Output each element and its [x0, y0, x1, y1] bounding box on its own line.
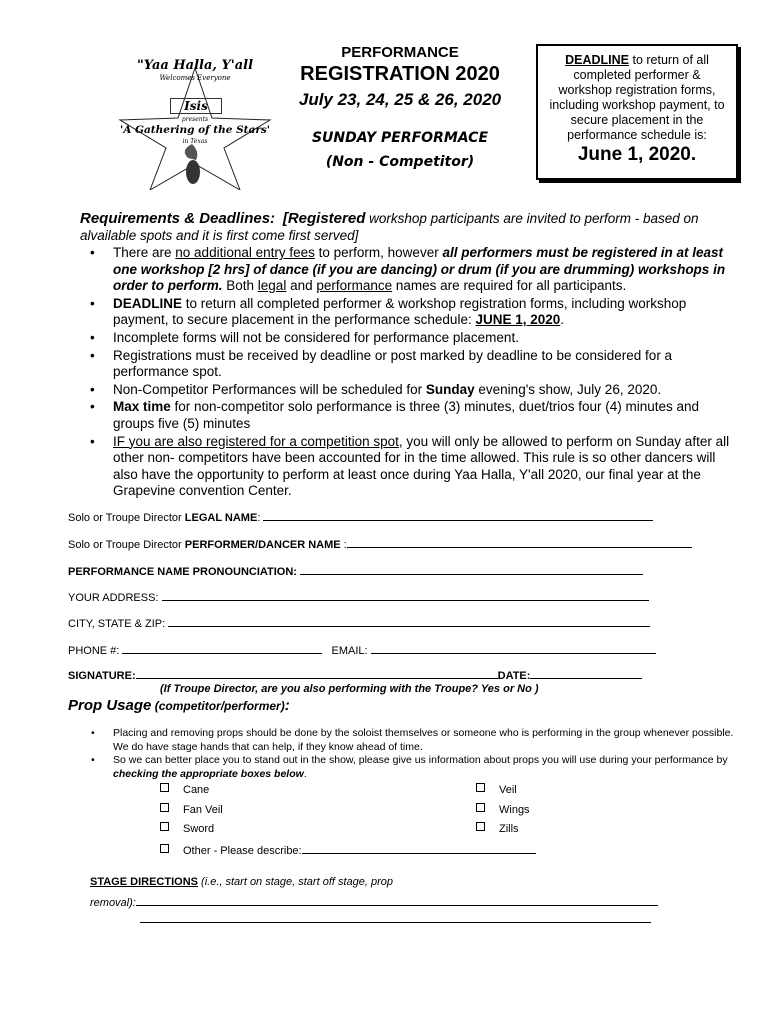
requirements-registered: [Registered: [282, 210, 366, 227]
performer-name-field[interactable]: Solo or Troupe Director PERFORMER/DANCER NAME :: [68, 537, 692, 551]
deadline-box: [536, 44, 738, 180]
checkbox-icon: [160, 844, 169, 853]
event-logo: [100, 40, 290, 190]
logo-line-1: "Yaa Halla, Y'all: [136, 58, 254, 73]
checkbox-icon: [476, 822, 485, 831]
phone-input[interactable]: [122, 643, 322, 654]
list-item: • Max time for non-competitor solo performance is three (3) minutes, duet/trios four (4) minutes and groups five (5) minutes: [113, 399, 733, 432]
requirements-title: Requirements & Deadlines:: [80, 210, 276, 227]
requirements-intro: [80, 210, 720, 244]
requirements-intro-text: workshop participants are invited to perform - based on alvailable spots and it is first come first served]: [80, 211, 699, 243]
legal-name-field[interactable]: Solo or Troupe Director LEGAL NAME:: [68, 510, 653, 524]
prop-usage-heading: Prop Usage (competitor/performer):: [68, 697, 290, 714]
list-item: • IF you are also registered for a competition spot, you will only be allowed to perform on Sunday after all other non- competitors have been accounted for in the time allowed. This rule is so other dancers will also have the opportunity to perform at least once during Yaa Halla, Y'all 2020, our final year at the Grapevine convention Center.: [113, 434, 733, 500]
checkbox-icon: [476, 783, 485, 792]
pronunciation-field[interactable]: PERFORMANCE NAME PRONOUNCIATION:: [68, 564, 643, 578]
header-non-competitor: (Non - Competitor): [325, 154, 475, 170]
checkbox-icon: [160, 822, 169, 831]
header: [290, 44, 510, 170]
cane-checkbox[interactable]: Cane: [160, 783, 209, 796]
email-input[interactable]: [371, 643, 656, 654]
email-label: EMAIL:: [331, 645, 368, 657]
deadline-text: [546, 53, 728, 143]
address-field[interactable]: YOUR ADDRESS:: [68, 590, 649, 604]
header-sunday: SUNDAY PERFORMACE: [311, 130, 489, 146]
troupe-note: (If Troupe Director, are you also performing with the Troupe? Yes or No ): [160, 683, 539, 695]
logo-line-3: Isis: [170, 98, 222, 114]
stage-directions-field[interactable]: removal):: [90, 895, 658, 909]
logo-line-4: presents: [181, 116, 209, 123]
fan-veil-checkbox[interactable]: Fan Veil: [160, 803, 223, 816]
list-item: • Registrations must be received by deadline or post marked by deadline to be considered for a performance spot.: [113, 348, 733, 381]
other-describe-input[interactable]: [302, 843, 536, 854]
checkbox-icon: [476, 803, 485, 812]
list-item: • DEADLINE to return all completed performer & workshop registration forms, including workshop payment, to secure placement in the performance schedule: JUNE 1, 2020.: [113, 296, 733, 329]
list-item: • So we can better place you to stand out in the show, please give us information about props you will use during your performance by checking the appropriate boxes below.: [113, 754, 743, 781]
city-state-zip-field[interactable]: CITY, STATE & ZIP:: [68, 616, 650, 630]
header-performance: PERFORMANCE: [341, 44, 459, 61]
date-input[interactable]: [530, 668, 642, 679]
logo-line-2: Welcomes Everyone: [159, 74, 231, 82]
stage-directions-label: STAGE DIRECTIONS (i.e., start on stage, start off stage, prop: [90, 876, 394, 888]
stage-directions-line-2[interactable]: [140, 912, 651, 923]
list-item: • Placing and removing props should be done by the soloist themselves or someone who is performing in the group whenever possible. We do have stage hands that can help, if they know ahead of time.: [113, 727, 743, 754]
logo-line-6: in Texas: [182, 138, 208, 145]
sword-checkbox[interactable]: Sword: [160, 822, 214, 835]
deadline-label: DEADLINE: [565, 53, 629, 67]
veil-checkbox[interactable]: Veil: [476, 783, 517, 796]
wings-checkbox[interactable]: Wings: [476, 803, 530, 816]
list-item: • Non-Competitor Performances will be scheduled for Sunday evening's show, July 26, 2020.: [113, 382, 733, 399]
signature-input[interactable]: [136, 668, 498, 679]
deadline-body: to return of all completed performer & workshop registration forms, including workshop payment, to secure placement in the performance schedule is:: [549, 53, 725, 142]
signature-label: SIGNATURE:: [68, 670, 136, 682]
list-item: • Incomplete forms will not be considered for performance placement.: [113, 330, 733, 347]
phone-email-field[interactable]: [68, 643, 656, 657]
phone-label: PHONE #:: [68, 645, 120, 657]
prop-instructions: [113, 727, 743, 781]
checkbox-icon: [160, 803, 169, 812]
deadline-date: June 1, 2020.: [577, 144, 697, 165]
date-label: DATE:: [497, 670, 531, 682]
zills-checkbox[interactable]: Zills: [476, 822, 519, 835]
logo-line-5: 'A Gathering of the Stars': [120, 124, 270, 136]
checkbox-icon: [160, 783, 169, 792]
other-checkbox[interactable]: Other - Please describe:: [160, 843, 536, 857]
requirements-list: [113, 245, 733, 501]
header-registration: REGISTRATION 2020: [300, 63, 500, 85]
header-dates: July 23, 24, 25 & 26, 2020: [298, 90, 502, 109]
list-item: • There are no additional entry fees to perform, however all performers must be registered in at least one workshop [2 hrs] of dance (if you are dancing) or drum (if you are drumming) workshops in order to perform. Both legal and performance names are required for all participants.: [113, 245, 733, 295]
signature-date-field[interactable]: [68, 668, 642, 682]
